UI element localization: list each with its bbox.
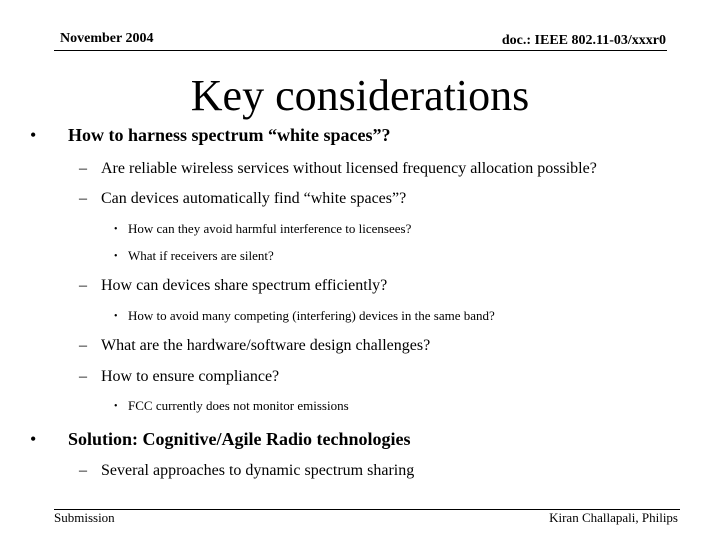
footer-submission: Submission xyxy=(54,510,115,525)
bullet-2 xyxy=(30,429,411,450)
bullet-1-3-1-text: How to avoid many competing (interfering) devices in the same band? xyxy=(128,308,495,323)
bullet-2-1 xyxy=(79,462,415,480)
bullet-1 xyxy=(30,125,391,146)
bullet-1-text: How to harness spectrum “white spaces”? xyxy=(68,125,391,145)
bullet-1-2-2-text: What if receivers are silent? xyxy=(128,248,274,263)
bullet-1-5-1-text: FCC currently does not monitor emissions xyxy=(128,398,349,413)
bullet-1-3-1 xyxy=(114,308,495,324)
bullet-1-4 xyxy=(79,337,431,355)
bullet-1-2-1-text: How can they avoid harmful interference to licensees? xyxy=(128,221,412,236)
bullet-1-5 xyxy=(79,368,280,386)
bullet-dot-icon: • xyxy=(30,429,37,449)
dash-icon: – xyxy=(79,337,87,354)
dash-icon: – xyxy=(79,277,87,294)
bullet-2-text: Solution: Cognitive/Agile Radio technologies xyxy=(68,429,411,449)
bullet-1-2 xyxy=(79,190,407,208)
small-dot-icon: • xyxy=(114,401,118,412)
header-doc-id: doc.: IEEE 802.11-03/xxxr0 xyxy=(501,33,666,48)
bullet-1-1 xyxy=(79,160,597,178)
small-dot-icon: • xyxy=(114,311,118,322)
bullet-2-1-text: Several approaches to dynamic spectrum sharing xyxy=(101,462,415,479)
bullet-1-3-text: How can devices share spectrum efficiently? xyxy=(101,277,388,294)
header-rule xyxy=(54,50,667,51)
bullet-1-3 xyxy=(79,277,388,295)
footer-author: Kiran Challapali, Philips xyxy=(549,510,678,525)
bullet-1-2-1 xyxy=(114,221,412,237)
small-dot-icon: • xyxy=(114,224,118,235)
bullet-1-2-2 xyxy=(114,248,274,264)
bullet-1-5-1 xyxy=(114,398,349,414)
dash-icon: – xyxy=(79,368,87,385)
dash-icon: – xyxy=(79,462,87,479)
bullet-1-5-text: How to ensure compliance? xyxy=(101,368,280,385)
slide-title: Key considerations xyxy=(190,71,530,120)
bullet-dot-icon: • xyxy=(30,125,37,145)
dash-icon: – xyxy=(79,190,87,207)
dash-icon: – xyxy=(79,160,87,177)
bullet-1-2-text: Can devices automatically find “white spaces”? xyxy=(101,190,407,207)
header-date: November 2004 xyxy=(60,31,154,46)
small-dot-icon: • xyxy=(114,251,118,262)
bullet-1-4-text: What are the hardware/software design challenges? xyxy=(101,337,431,354)
bullet-1-1-text: Are reliable wireless services without licensed frequency allocation possible? xyxy=(101,160,597,177)
